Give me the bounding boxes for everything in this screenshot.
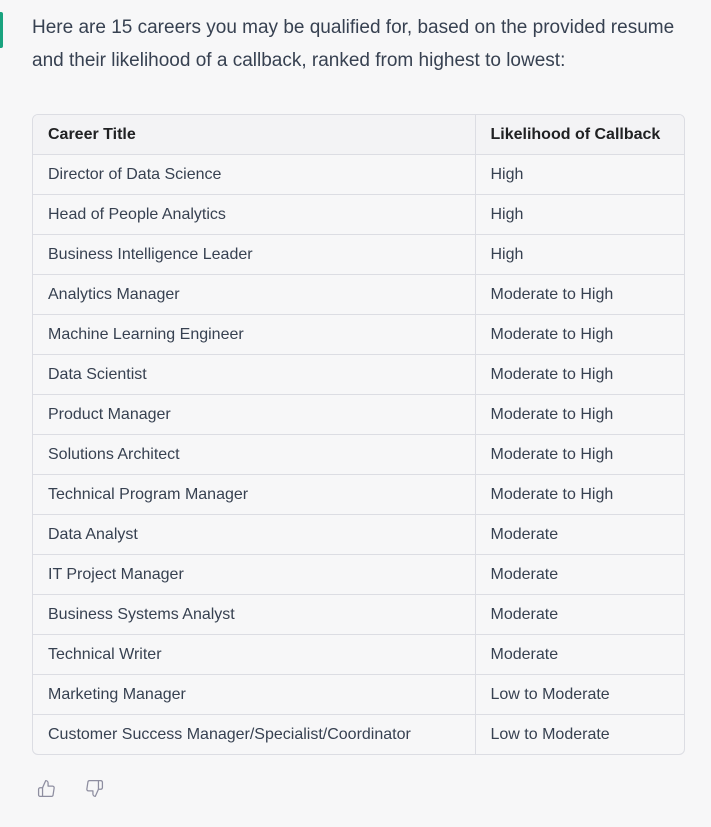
table-row [33, 595, 684, 635]
likelihood-cell: Moderate to High [475, 435, 684, 475]
likelihood-cell: Low to Moderate [490, 725, 610, 743]
career-title-cell: Customer Success Manager/Specialist/Coordinator [33, 715, 475, 755]
likelihood-cell: Moderate [475, 595, 684, 635]
table-row [33, 155, 684, 195]
likelihood-cell: High [475, 195, 684, 235]
message-accent-bar [0, 12, 3, 48]
likelihood-cell: Moderate to High [475, 275, 684, 315]
table-header-row [33, 115, 684, 155]
career-title-cell: Business Systems Analyst [33, 595, 475, 635]
table-row [33, 515, 684, 555]
careers-table-container [32, 114, 685, 755]
career-title-cell: Business Intelligence Leader [33, 235, 475, 275]
table-row [33, 355, 684, 395]
likelihood-cell: High [475, 155, 684, 195]
likelihood-cell: Low to Moderate [475, 675, 684, 715]
likelihood-cell: Moderate to High [475, 395, 684, 435]
table-row [33, 235, 684, 275]
career-title-cell: Analytics Manager [33, 275, 475, 315]
table-row [33, 475, 684, 515]
feedback-buttons [36, 778, 104, 798]
table-row [33, 315, 684, 355]
likelihood-cell: Moderate to High [475, 355, 684, 395]
likelihood-cell: Moderate [475, 555, 684, 595]
table-row [33, 435, 684, 475]
column-header-likelihood: Likelihood of Callback [475, 115, 684, 155]
likelihood-cell: High [475, 235, 684, 275]
career-title-cell: Machine Learning Engineer [33, 315, 475, 355]
career-title-cell: Marketing Manager [33, 675, 475, 715]
career-title-cell: Data Analyst [33, 515, 475, 555]
career-title-cell: Director of Data Science [33, 155, 475, 195]
career-title-cell: IT Project Manager [33, 555, 475, 595]
table-row [33, 195, 684, 235]
likelihood-cell: Moderate to High [475, 475, 684, 515]
table-row [33, 555, 684, 595]
likelihood-cell: Moderate to High [475, 315, 684, 355]
table-row [33, 275, 684, 315]
likelihood-cell: Moderate [475, 635, 684, 675]
career-title-cell: Data Scientist [33, 355, 475, 395]
table-row [33, 675, 684, 715]
assistant-message-intro: Here are 15 careers you may be qualified for, based on the provided resume and their likelihood of a callback, ranked from highest to lowest: [32, 17, 675, 71]
thumbs-down-button[interactable] [84, 778, 104, 798]
table-row [33, 715, 684, 755]
thumbs-up-icon [37, 779, 56, 798]
thumbs-down-icon [85, 779, 104, 798]
column-header-career-title: Career Title [33, 115, 475, 155]
career-title-cell: Technical Program Manager [33, 475, 475, 515]
likelihood-cell: Moderate [475, 515, 684, 555]
career-title-cell: Solutions Architect [33, 435, 475, 475]
career-title-cell: Product Manager [33, 395, 475, 435]
table-row [33, 395, 684, 435]
table-row [33, 635, 684, 675]
thumbs-up-button[interactable] [36, 778, 56, 798]
career-title-cell: Head of People Analytics [33, 195, 475, 235]
career-title-cell: Technical Writer [33, 635, 475, 675]
careers-table [33, 115, 684, 754]
